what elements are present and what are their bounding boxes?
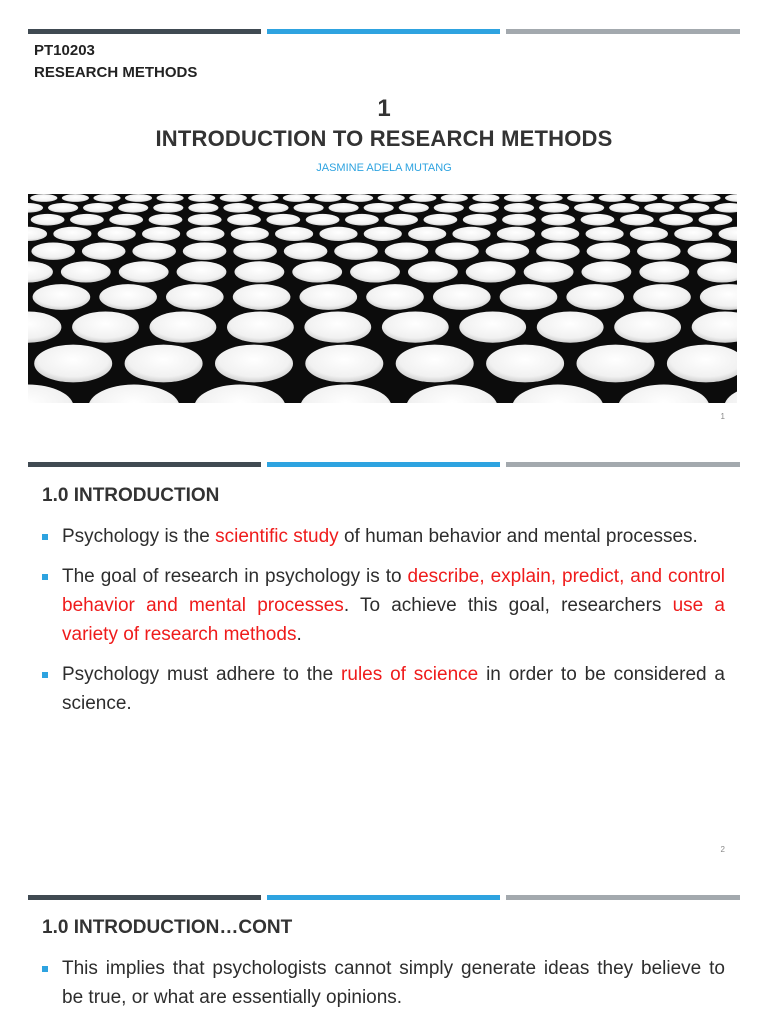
disc-shape (166, 284, 224, 310)
disc-shape (408, 261, 458, 282)
disc-shape (350, 261, 400, 282)
disc-shape (28, 312, 61, 343)
bar-blue (267, 29, 500, 34)
disc-shape (28, 385, 74, 404)
disc-shape (223, 203, 253, 213)
disc-shape (504, 203, 534, 213)
disc-shape (637, 243, 681, 260)
disc-shape (497, 227, 535, 241)
disc-shape (693, 194, 720, 202)
disc-shape (618, 385, 709, 404)
disc-shape (725, 194, 737, 202)
disc-shape (93, 194, 120, 202)
disc-shape (433, 284, 491, 310)
disc-shape (153, 203, 183, 213)
disc-shape (486, 345, 564, 383)
disc-shape (633, 284, 691, 310)
top-color-bars (28, 462, 740, 467)
disc-shape (150, 312, 217, 343)
disc-shape (537, 312, 604, 343)
bullet-marker-icon (42, 574, 48, 580)
disc-shape (630, 194, 657, 202)
disc-shape (587, 243, 631, 260)
chapter-number: 1 (377, 95, 391, 122)
disc-shape (304, 312, 371, 343)
disc-shape (536, 243, 580, 260)
highlighted-text: scientific study (215, 526, 339, 547)
disc-shape (364, 227, 402, 241)
disc-shape (233, 284, 291, 310)
disc-shape (724, 385, 737, 404)
slide-number: 1 (720, 412, 725, 421)
disc-shape (620, 214, 654, 226)
disc-shape (284, 243, 328, 260)
disc-shape (541, 214, 575, 226)
disc-shape (434, 203, 464, 213)
disc-shape (31, 243, 75, 260)
disc-shape (235, 261, 285, 282)
disc-shape (697, 261, 737, 282)
disc-shape (319, 227, 357, 241)
disc-shape (72, 312, 139, 343)
bar-blue (267, 462, 500, 467)
disc-shape (177, 261, 227, 282)
disc-shape (183, 243, 227, 260)
bar-blue (267, 895, 500, 900)
section-heading: 1.0 INTRODUCTION…CONT (42, 917, 293, 938)
disc-shape (382, 312, 449, 343)
bullet-text: in order to be considered a science. (62, 664, 725, 714)
disc-shape (157, 194, 184, 202)
disc-shape (283, 194, 310, 202)
disc-shape (466, 261, 516, 282)
bullet-text: . (296, 624, 302, 645)
bar-gray (506, 29, 740, 34)
bullet-text: . To achieve this goal, researchers (343, 595, 673, 616)
disc-shape (142, 227, 180, 241)
bullet-text: of human behavior and mental processes. (338, 526, 698, 547)
disc-shape (53, 227, 91, 241)
bar-gray (506, 462, 740, 467)
disc-shape (541, 227, 579, 241)
bullet-marker-icon (42, 672, 48, 678)
disc-shape (188, 203, 218, 213)
disc-shape (83, 203, 113, 213)
disc-shape (33, 284, 91, 310)
highlighted-text: use a variety of research methods (62, 595, 725, 645)
bullet-item (42, 660, 725, 718)
disc-shape (688, 243, 732, 260)
disc-shape (188, 214, 222, 226)
disc-shape (98, 227, 136, 241)
disc-shape (231, 227, 269, 241)
course-name: RESEARCH METHODS (34, 64, 198, 81)
disc-shape (227, 214, 261, 226)
slide-2 (0, 433, 768, 866)
disc-shape (396, 345, 474, 383)
disc-shape (500, 284, 558, 310)
disc-shape (48, 203, 78, 213)
bullet-marker-icon (42, 966, 48, 972)
disc-shape (582, 261, 632, 282)
bar-dark (28, 29, 261, 34)
disc-shape (574, 203, 604, 213)
disc-shape (118, 203, 148, 213)
bullet-list (42, 954, 725, 1023)
bullet-item (42, 954, 725, 1012)
disc-shape (700, 284, 737, 310)
disc-shape (581, 214, 615, 226)
disc-shape (459, 312, 526, 343)
bullet-marker-icon (42, 534, 48, 540)
disc-shape (659, 214, 693, 226)
disc-shape (662, 194, 689, 202)
disc-shape (334, 243, 378, 260)
disc-shape (536, 194, 563, 202)
disc-shape (28, 203, 43, 213)
highlighted-text: describe, explain, predict, and control behavior and mental processes (62, 566, 725, 616)
disc-shape (424, 214, 458, 226)
slide-title: INTRODUCTION TO RESEARCH METHODS (155, 126, 613, 151)
disc-shape (306, 214, 340, 226)
disc-shape (251, 194, 278, 202)
disc-shape (502, 214, 536, 226)
course-header (34, 40, 197, 84)
disc-shape (62, 194, 89, 202)
top-color-bars (28, 29, 740, 34)
disc-shape (329, 203, 359, 213)
disc-shape (132, 243, 176, 260)
slide-1 (0, 0, 768, 433)
bar-dark (28, 462, 261, 467)
disc-shape (220, 194, 247, 202)
disc-shape (292, 261, 342, 282)
disc-shape (30, 194, 57, 202)
disc-shape (639, 261, 689, 282)
disc-shape (567, 194, 594, 202)
slide-3 (0, 866, 768, 1024)
course-code: PT10203 (34, 42, 95, 59)
bullet-item (42, 522, 725, 551)
bullet-list (42, 522, 725, 729)
disc-shape (408, 227, 446, 241)
disc-shape (719, 227, 738, 241)
slide-number: 2 (720, 845, 725, 854)
disc-shape (70, 214, 104, 226)
disc-shape (28, 227, 47, 241)
disc-shape (125, 345, 203, 383)
disc-shape (486, 243, 530, 260)
disc-shape (609, 203, 639, 213)
disc-shape (524, 261, 574, 282)
disc-shape (366, 284, 424, 310)
disc-shape (314, 194, 341, 202)
disc-shape (300, 385, 391, 404)
disc-shape (577, 345, 655, 383)
disc-shape (539, 203, 569, 213)
disc-shape (194, 385, 285, 404)
disc-shape (99, 284, 157, 310)
section-heading: 1.0 INTRODUCTION (42, 485, 220, 506)
bar-dark (28, 895, 261, 900)
disc-shape (28, 261, 53, 282)
disc-shape (469, 203, 499, 213)
disc-shape (266, 214, 300, 226)
disc-shape (406, 385, 497, 404)
disc-shape (435, 243, 479, 260)
disc-shape (679, 203, 709, 213)
disc-shape (644, 203, 674, 213)
disc-shape (674, 227, 712, 241)
disc-shape (188, 194, 215, 202)
highlighted-text: rules of science (341, 664, 479, 685)
disc-shape (378, 194, 405, 202)
top-color-bars (28, 895, 740, 900)
disc-shape (504, 194, 531, 202)
disc-shape (586, 227, 624, 241)
disc-shape (385, 243, 429, 260)
disc-shape (409, 194, 436, 202)
disc-shape (31, 214, 65, 226)
disc-shape (186, 227, 224, 241)
disc-shape (300, 284, 358, 310)
disc-shape (119, 261, 169, 282)
disc-shape (512, 385, 603, 404)
disc-shape (599, 194, 626, 202)
disc-shape (125, 194, 152, 202)
disc-shape (215, 345, 293, 383)
bullet-text: Psychology must adhere to the (62, 664, 342, 685)
disc-shape (346, 194, 373, 202)
disc-shape (441, 194, 468, 202)
disc-shape (692, 312, 737, 343)
bullet-text: This implies that psychologists cannot simply generate ideas they believe to be true, or what are essentially opinions. (62, 958, 725, 1008)
bar-gray (506, 895, 740, 900)
disc-shape (61, 261, 111, 282)
disc-shape (699, 214, 733, 226)
disc-shape (294, 203, 324, 213)
disc-shape (714, 203, 737, 213)
disc-shape (463, 214, 497, 226)
disc-shape (258, 203, 288, 213)
disc-shape (34, 345, 112, 383)
disc-shape (384, 214, 418, 226)
disc-shape (233, 243, 277, 260)
disc-shape (630, 227, 668, 241)
discs-pattern-image (28, 194, 737, 403)
disc-shape (399, 203, 429, 213)
disc-shape (566, 284, 624, 310)
disc-shape (305, 345, 383, 383)
disc-shape (88, 385, 179, 404)
discs-pattern-svg (28, 194, 737, 403)
bullet-item (42, 562, 725, 649)
disc-shape (614, 312, 681, 343)
bullet-text: Psychology is the (62, 526, 216, 547)
disc-shape (472, 194, 499, 202)
disc-shape (82, 243, 126, 260)
disc-shape (149, 214, 183, 226)
disc-shape (452, 227, 490, 241)
disc-shape (364, 203, 394, 213)
bullet-text: The goal of research in psychology is to (62, 566, 408, 587)
disc-shape (275, 227, 313, 241)
disc-shape (345, 214, 379, 226)
disc-shape (227, 312, 294, 343)
author-name: JASMINE ADELA MUTANG (316, 162, 452, 174)
disc-shape (667, 345, 737, 383)
disc-shape (109, 214, 143, 226)
